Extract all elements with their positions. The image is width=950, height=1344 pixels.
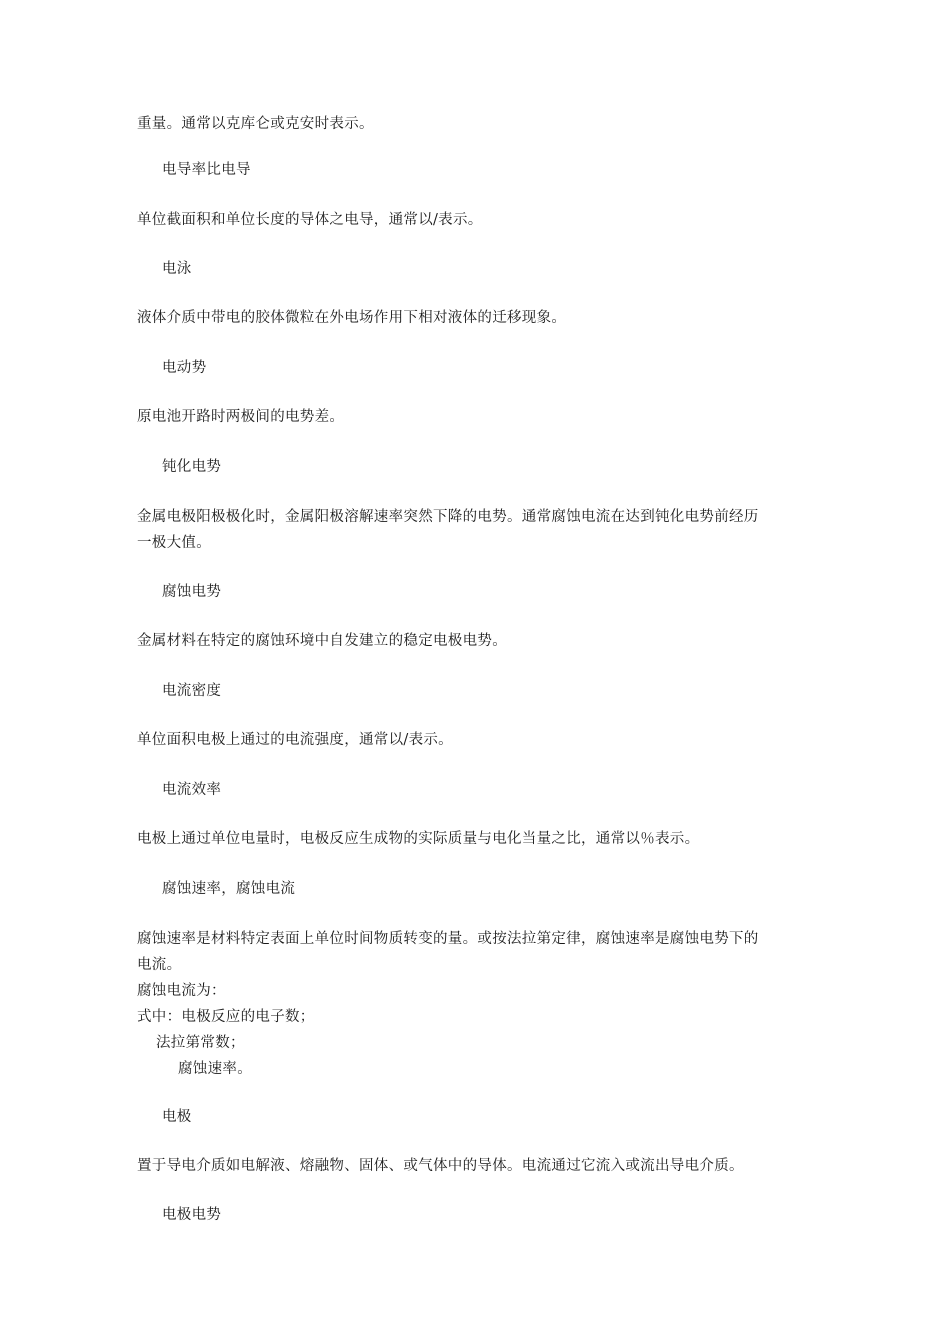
term-heading: 腐蚀电势	[162, 584, 222, 600]
term-heading: 电流效率	[162, 782, 222, 798]
term-heading: 电极电势	[162, 1207, 222, 1223]
term-definition: 腐蚀速率是材料特定表面上单位时间物质转变的量。或按法拉第定律，腐蚀速率是腐蚀电势下的	[137, 931, 759, 947]
formula-line: 法拉第常数；	[156, 1035, 245, 1051]
term-definition: 金属材料在特定的腐蚀环境中自发建立的稳定电极电势。	[137, 633, 507, 649]
term-heading: 腐蚀速率，腐蚀电流	[162, 881, 296, 897]
term-heading: 电导率比电导	[162, 162, 251, 178]
formula-line: 腐蚀速率。	[178, 1061, 252, 1077]
term-definition: 置于导电介质如电解液、熔融物、固体、或气体中的导体。电流通过它流入或流出导电介质。	[137, 1158, 744, 1174]
intro-text: 重量。通常以克库仑或克安时表示。	[137, 116, 374, 132]
term-heading: 电动势	[162, 360, 207, 376]
term-heading: 电流密度	[162, 683, 222, 699]
term-definition: 单位截面积和单位长度的导体之电导，通常以/表示。	[137, 212, 483, 228]
term-definition: 电极上通过单位电量时，电极反应生成物的实际质量与电化当量之比，通常以％表示。	[137, 831, 700, 847]
term-heading: 电泳	[162, 261, 192, 277]
term-definition: 电流。	[137, 957, 182, 973]
formula-line: 式中：电极反应的电子数；	[137, 1009, 315, 1025]
formula-line: 腐蚀电流为：	[137, 983, 226, 999]
term-definition: 一极大值。	[137, 535, 211, 551]
term-definition: 原电池开路时两极间的电势差。	[137, 409, 345, 425]
term-definition: 单位面积电极上通过的电流强度，通常以/表示。	[137, 732, 453, 748]
term-definition: 金属电极阳极极化时，金属阳极溶解速率突然下降的电势。通常腐蚀电流在达到钝化电势前经历	[137, 509, 759, 525]
term-definition: 液体介质中带电的胶体微粒在外电场作用下相对液体的迁移现象。	[137, 310, 567, 326]
term-heading: 钝化电势	[162, 459, 222, 475]
term-heading: 电极	[162, 1109, 192, 1125]
